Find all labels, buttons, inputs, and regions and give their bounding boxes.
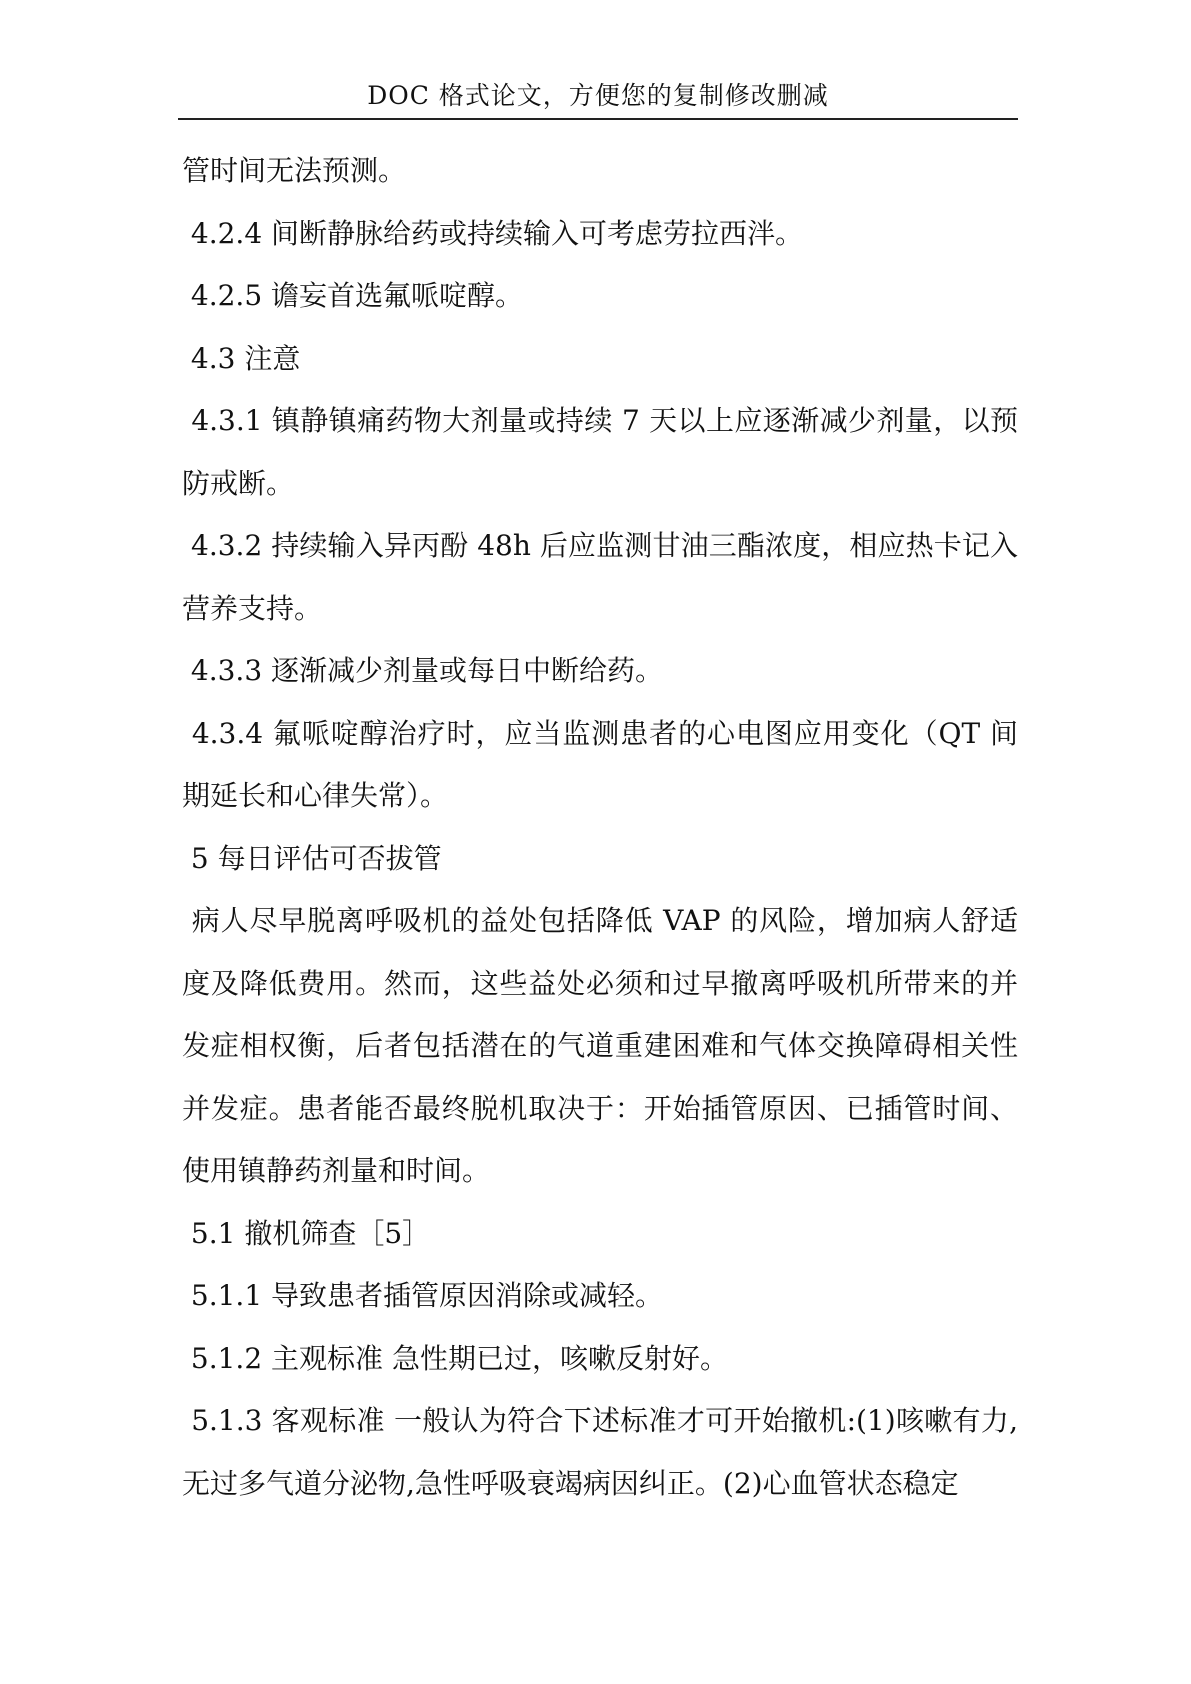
paragraph: 病人尽早脱离呼吸机的益处包括降低 VAP 的风险，增加病人舒适度及降低费用。然而，这些益处必须和过早撤离呼吸机所带来的并发症相权衡，后者包括潜在的气道重建困难和气体交换障碍相关性并发症。患者能否最终脱机取决于：开始插管原因、已插管时间、使用镇静药剂量和时间。 [182,904,1019,1187]
paragraph: 4.3.3 逐渐减少剂量或每日中断给药。 [182,654,664,687]
document-body [182,140,1018,1515]
section-heading: 5.1 撤机筛查［5］ [182,1216,431,1250]
paragraph: 4.2.4 间断静脉给药或持续输入可考虑劳拉西泮。 [182,216,804,250]
paragraph: 管时间无法预测。 [182,154,407,187]
paragraph: 4.2.5 谵妄首选氟哌啶醇。 [182,279,524,312]
paragraph: 5.1.2 主观标准 急性期已过，咳嗽反射好。 [182,1341,728,1375]
page-header: DOC 格式论文，方便您的复制修改删减 [367,81,829,110]
header-divider [178,118,1018,120]
paragraph: 4.3.2 持续输入异丙酚 48h 后应监测甘油三酯浓度，相应热卡记入营养支持。 [182,529,1018,625]
paragraph: 5.1.1 导致患者插管原因消除或减轻。 [182,1279,664,1312]
paragraph: 5.1.3 客观标准 一般认为符合下述标准才可开始撤机:(1)咳嗽有力,无过多气道分泌物,急性呼吸衰竭病因纠正。(2)心血管状态稳定 [182,1404,1019,1500]
section-heading: 5 每日评估可否拔管 [182,841,442,875]
paragraph: 4.3.1 镇静镇痛药物大剂量或持续 7 天以上应逐渐减少剂量，以预防戒断。 [182,404,1018,500]
section-heading: 4.3 注意 [182,341,301,375]
paragraph: 4.3.4 氟哌啶醇治疗时，应当监测患者的心电图应用变化（QT 间期延长和心律失常）。 [182,716,1018,812]
